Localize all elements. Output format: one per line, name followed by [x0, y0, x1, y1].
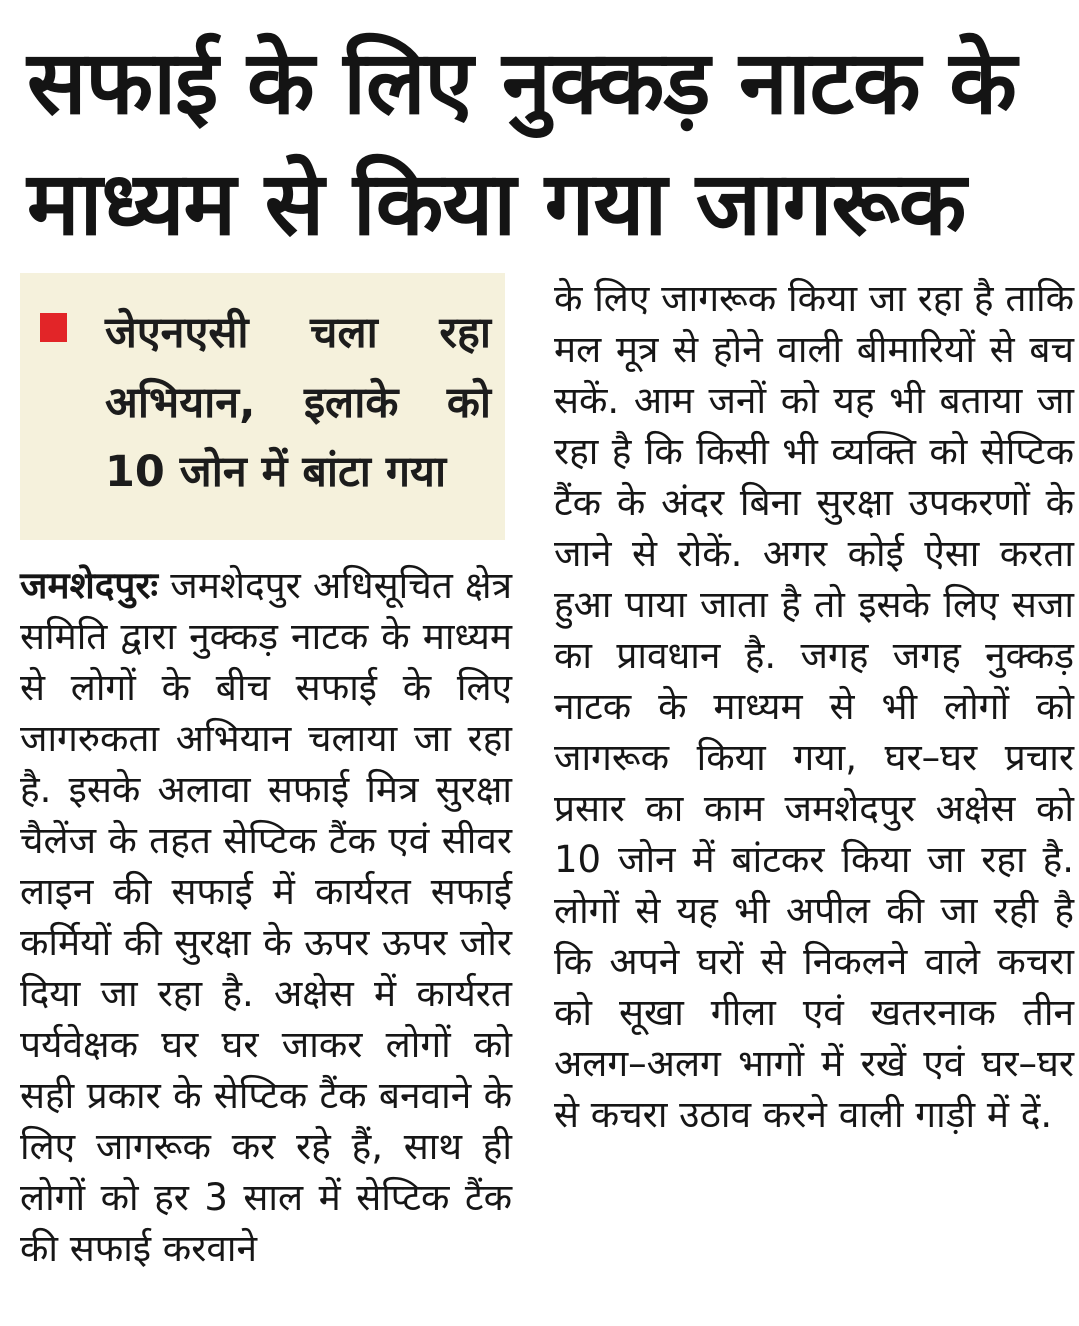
- headline: [27, 22, 1064, 265]
- article-columns: [20, 273, 1074, 1274]
- left-column-text: [20, 560, 512, 1274]
- right-column: [554, 273, 1074, 1140]
- headline-line-1: सफाई के लिए नुक्कड़ नाटक के: [27, 30, 1016, 134]
- highlight-box: [20, 273, 505, 540]
- right-column-text: के लिए जागरूक किया जा रहा है ताकि मल मूत्र से होने वाली बीमारियों से बच सकें. आम जनों को यह भी बताया जा रहा है कि किसी भी व्यक्ति को सेप्टिक टैंक के अंदर बिना सुरक्षा उपकरणों के जाने से रोकें. अगर कोई ऐसा करता हुआ पाया जाता है तो इसके लिए सजा का प्रावधान है. जगह जगह नुक्कड़ नाटक के माध्यम से भी लोगों को जागरूक किया गया, घर–घर प्रचार प्रसार का काम जमशेदपुर अक्षेस को 10 जोन में बांटकर किया जा रहा है. लोगों से यह भी अपील की जा रही है कि अपने घरों से निकलने वाले कचरा को सूखा गीला एवं खतरनाक तीन अलग–अलग भागों में रखें एवं घर–घर से कचरा उठाव करने वाली गाड़ी में दें.: [554, 276, 1074, 1136]
- red-square-bullet-icon: [40, 313, 67, 342]
- dateline: जमशेदपुरः: [20, 563, 159, 607]
- left-column: [20, 273, 512, 1274]
- highlight-text: जेएनएसी चला रहा अभियान, इलाके को 10 जोन में बांटा गया: [105, 307, 491, 498]
- headline-line-2: माध्यम से किया गया जागरूक: [27, 151, 966, 256]
- left-column-body: जमशेदपुर अधिसूचित क्षेत्र समिति द्वारा नुक्कड़ नाटक के माध्यम से लोगों के बीच सफाई के लिए जागरुकता अभियान चलाया जा रहा है. इसके अलावा सफाई मित्र सुरक्षा चैलेंज के तहत सेप्टिक टैंक एवं सीवर लाइन की सफाई में कार्यरत सफाई कर्मियों की सुरक्षा के ऊपर ऊपर जोर दिया जा रहा है. अक्षेस में कार्यरत पर्यवेक्षक घर घर जाकर लोगों को सही प्रकार के सेप्टिक टैंक बनवाने के लिए जागरूक कर रहे हैं, साथ ही लोगों को हर 3 साल में सेप्टिक टैंक की सफाई करवाने: [20, 563, 512, 1270]
